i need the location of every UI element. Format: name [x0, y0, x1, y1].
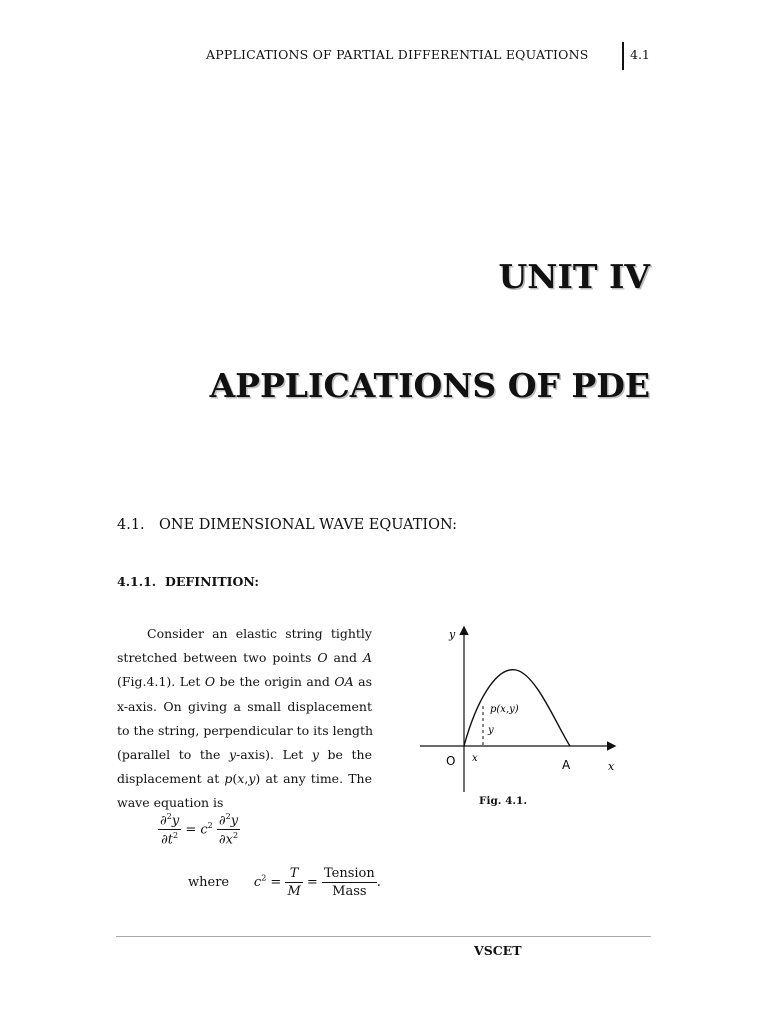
paragraph-line: x-axis. On giving a small displacement	[117, 698, 372, 714]
running-header-title: APPLICATIONS OF PARTIAL DIFFERENTIAL EQUATIONS	[206, 47, 589, 62]
paragraph-line: to the string, perpendicular to its length	[117, 722, 374, 738]
unit-title: UNIT IV	[498, 257, 650, 296]
paragraph-line: wave equation is	[117, 795, 224, 811]
wave-speed-equation: where $c^2$ = $\frac{T}{M}$ = $\frac{\text{Tension}}{\text{Mass}}$ .	[188, 866, 381, 899]
paragraph-line: stretched between two points O and A	[117, 650, 372, 666]
lhs-fraction: $\frac{\partial^2y}{\partial t^2}$	[160, 812, 180, 848]
displacement-y-label: y	[488, 725, 494, 736]
section-suffix: :	[452, 517, 458, 533]
footer-rule	[116, 936, 651, 937]
rhs-fraction: $\frac{\partial^2y}{\partial x^2}$	[218, 812, 239, 848]
tension-mass-fraction: $\frac{\text{Tension}}{\text{Mass}}$	[323, 866, 375, 899]
footer-text: VSCET	[474, 943, 522, 958]
paragraph-line: displacement at p(x,y) at any time. The	[117, 771, 372, 787]
figure-caption: Fig. 4.1.	[479, 795, 528, 807]
paragraph-line: Consider an elastic string tightly	[147, 626, 372, 641]
y-axis-label: y	[449, 628, 456, 641]
point-a-label: A	[562, 758, 571, 772]
subsection-heading	[117, 574, 259, 589]
string-displacement-figure	[412, 620, 622, 792]
paragraph-line: (parallel to the y-axis). Let y be the	[117, 746, 372, 762]
page-number: 4.1	[630, 47, 650, 62]
section-number: 4.1.	[117, 517, 145, 533]
unit-subtitle: APPLICATIONS OF PDE	[209, 366, 650, 405]
position-x-label: x	[472, 753, 478, 764]
wave-equation: $\frac{\partial^2y}{\partial t^2}$ = $c^2$ $\frac{\partial^2y}{\partial x^2}$	[160, 812, 239, 848]
header-divider	[622, 42, 624, 70]
tm-fraction: $\frac{T}{M}$	[287, 866, 301, 899]
point-p-label: p(x,y)	[490, 704, 519, 715]
definition-paragraph	[117, 622, 372, 816]
section-heading	[117, 517, 457, 533]
subsection-number: 4.1.1.	[117, 574, 157, 589]
section-title: ONE DIMENSIONAL WAVE EQUATION	[159, 517, 453, 533]
origin-label: O	[446, 754, 456, 768]
paragraph-line: (Fig.4.1). Let O be the origin and OA as	[117, 674, 373, 690]
x-axis-label: x	[608, 760, 615, 773]
subsection-title: DEFINITION:	[165, 574, 259, 589]
